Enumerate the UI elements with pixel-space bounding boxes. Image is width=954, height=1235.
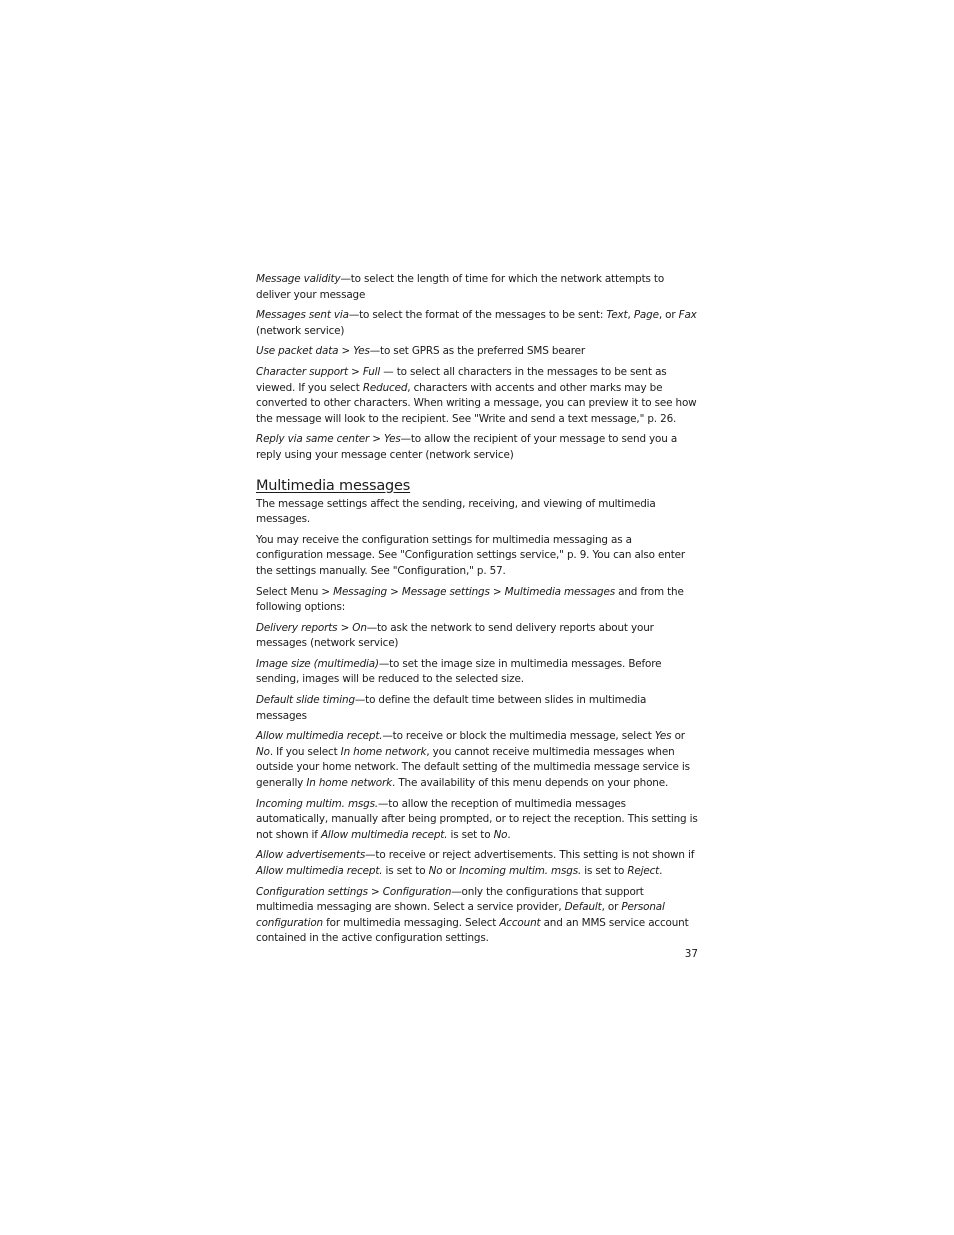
option-term: Reduced <box>362 381 408 394</box>
option-term: Allow multimedia recept. <box>256 865 383 877</box>
option-term: Use packet data <box>256 345 339 358</box>
option-term: Messages sent via <box>256 309 349 322</box>
paragraph <box>256 533 700 580</box>
paragraph <box>256 621 700 652</box>
text-run: —to allow the reception of multimedia messages automatically, manually after being prompted, or to reject the reception. This setting is not shown if <box>256 797 698 841</box>
text-run: . <box>659 865 663 877</box>
text-run: for multimedia messaging. Select <box>322 916 500 929</box>
paragraph <box>256 497 700 528</box>
text-run: and an MMS service account contained in the active configuration settings. <box>256 916 689 945</box>
text-run: —to select the length of time for which the network attempts to deliver your message <box>256 273 665 301</box>
text-run: —to receive or block the multimedia message, select <box>382 730 655 743</box>
text-run: , you cannot receive multimedia messages when outside your home network. The default setting of the multimedia message service is generally <box>256 745 690 790</box>
text-run: , or <box>601 901 622 914</box>
paragraph <box>256 272 700 303</box>
text-run: , characters with accents and other marks may be converted to other characters. When writing a message, you can preview it to see how the message will look to the recipient. See "Write and send a text message," p. 26. <box>256 381 697 425</box>
text-run: > <box>387 585 402 598</box>
text-run: Menu <box>290 585 319 598</box>
text-run: > <box>318 585 334 598</box>
paragraph <box>256 344 700 360</box>
option-term: On <box>352 621 367 634</box>
paragraph <box>256 585 700 616</box>
text-run: > <box>489 585 505 598</box>
text-run: or <box>671 730 685 743</box>
paragraph <box>256 885 700 947</box>
text-run: —to define the default time between slides in multimedia messages <box>256 694 647 722</box>
option-term: No <box>493 828 508 841</box>
paragraph <box>256 657 700 688</box>
option-term: Yes <box>384 433 401 446</box>
text-run: —only the configurations that support multimedia messaging are shown. Select a service provider, <box>256 885 644 914</box>
text-run: > <box>367 885 383 898</box>
option-term: Yes <box>654 730 672 743</box>
text-run: is set to <box>382 865 429 877</box>
text-run: The message settings affect the sending, receiving, and viewing of multimedia messages. <box>256 497 656 526</box>
option-term: Message validity <box>256 273 341 285</box>
option-term: Reply via same center <box>256 433 370 446</box>
option-term: Default slide timing <box>256 694 355 707</box>
text-run: You may receive the configuration settings for multimedia messaging as a configuration message. See "Configuration settings service," p. 9. You can also enter the settings manually. See "Configuration," p. 57. <box>256 533 685 577</box>
text-run: —to ask the network to send delivery reports about your messages (network service) <box>256 621 654 650</box>
text-run: —to receive or reject advertisements. This setting is not shown if <box>365 849 695 862</box>
option-term: Configuration settings <box>256 885 368 898</box>
option-term: Account <box>499 916 541 929</box>
option-term: Personal configuration <box>256 901 665 929</box>
option-term: Reject <box>627 865 660 877</box>
paragraph <box>256 308 700 339</box>
option-term: Allow multimedia recept. <box>256 730 383 743</box>
text-run: or <box>442 865 460 877</box>
option-term: No <box>428 865 443 877</box>
text-run: > <box>369 433 385 446</box>
text-run: is set to <box>581 865 628 877</box>
text-run: . If you select <box>269 745 341 758</box>
paragraph <box>256 848 700 879</box>
option-term: In home network <box>306 777 393 790</box>
text-run: —to select the format of the messages to be sent: <box>348 309 607 322</box>
text-run: —to set the image size in multimedia messages. Before sending, images will be reduced to the selected size. <box>256 657 662 686</box>
text-run: (network service) <box>256 324 345 337</box>
option-term: In home network <box>340 745 427 758</box>
option-term: Full <box>362 365 381 378</box>
option-term: Incoming multim. msgs. <box>459 865 582 877</box>
text-run: —to allow the recipient of your message to send you a reply using your message center (network service) <box>256 433 678 461</box>
option-term: Allow multimedia recept. <box>320 828 448 841</box>
text-run: > <box>338 345 354 358</box>
option-term: Page <box>633 309 659 322</box>
paragraph <box>256 693 700 724</box>
option-term: Incoming multim. msgs. <box>256 797 379 810</box>
text-run: —to set GPRS as the preferred SMS bearer <box>369 345 585 358</box>
page-content <box>256 272 700 952</box>
option-term: Configuration <box>382 885 452 898</box>
option-term: Text <box>606 309 628 322</box>
option-term: Allow advertisements <box>256 849 366 862</box>
option-term: Default <box>564 901 602 914</box>
option-term: Message settings <box>401 585 490 598</box>
text-run: is set to <box>447 828 494 841</box>
option-term: Delivery reports <box>256 621 338 634</box>
section-heading-multimedia-messages: Multimedia messages <box>256 477 411 494</box>
text-run: > <box>337 621 353 634</box>
page-number: 37 <box>684 948 698 960</box>
option-term: No <box>256 745 270 758</box>
option-term: Image size (multimedia) <box>256 657 379 670</box>
paragraph <box>256 729 700 791</box>
settings-list-messages <box>256 272 700 464</box>
option-term: Yes <box>353 345 370 358</box>
paragraph <box>256 432 700 463</box>
option-term: Fax <box>678 309 697 322</box>
option-term: Messaging <box>333 585 387 598</box>
paragraph <box>256 797 700 844</box>
text-run: , or <box>658 309 679 322</box>
option-term: Character support <box>256 365 348 378</box>
text-run: , <box>627 309 634 322</box>
text-run: > <box>347 365 363 378</box>
text-run: — to select all characters in the messages to be sent as viewed. If you select <box>256 365 667 394</box>
settings-list-multimedia <box>256 497 700 947</box>
text-run: . <box>507 828 511 841</box>
paragraph <box>256 365 700 427</box>
text-run: Select <box>256 585 291 598</box>
option-term: Multimedia messages <box>504 585 615 598</box>
text-run: . The availability of this menu depends on your phone. <box>392 777 669 790</box>
text-run: and from the following options: <box>256 585 684 614</box>
